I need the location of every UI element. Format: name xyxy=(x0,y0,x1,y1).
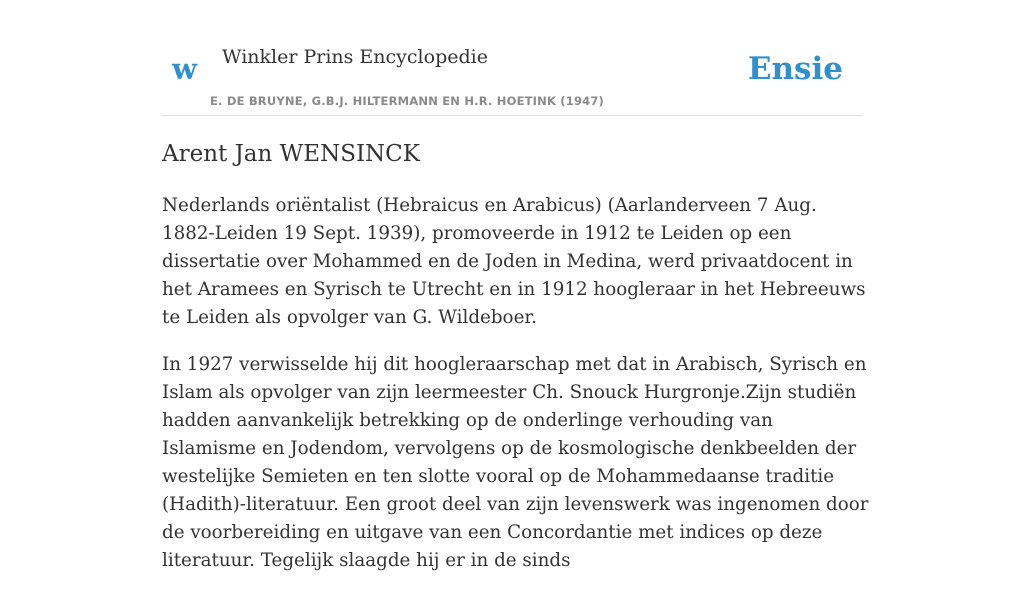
article-paragraph: In 1927 verwisselde hij dit hoogleraarschap met dat in Arabisch, Syrisch en Islam als opvolger van zijn leermeester Ch. Snouck Hurgronje.Zijn studiën hadden aanvankelijk betrekking op de onderlinge verhouding van Islamisme en Jodendom, vervolgens op de kosmologische denkbeelden der westelijke Semieten en ten slotte vooral op de Mohammedaanse traditie (Hadith)-literatuur. Een groot deel van zijn levenswerk was ingenomen door de voorbereiding en uitgave van een Concordantie met indices op deze literatuur. Tegelijk slaagde hij er in de sinds xyxy=(162,354,869,571)
publication-title[interactable]: Winkler Prins Encyclopedie xyxy=(222,46,488,68)
article-title: Arent Jan WENSINCK xyxy=(162,141,420,167)
article-paragraph: Nederlands oriëntalist (Hebraicus en Arabicus) (Aarlanderveen 7 Aug. 1882-Leiden 19 Sept. 1939), promoveerde in 1912 te Leiden op een dissertatie over Mohammed en de Joden in Medina, werd privaatdocent in het Aramees en Syrisch te Utrecht en in 1912 hoogleraar in het Hebreeuws te Leiden als opvolger van G. Wildeboer. xyxy=(162,195,866,328)
ensie-brand-logo[interactable]: Ensie xyxy=(747,51,843,87)
publication-authors: E. DE BRUYNE, G.B.J. HILTERMANN EN H.R. HOETINK (1947) xyxy=(210,94,605,108)
article-body xyxy=(162,192,872,594)
publication-logo-icon[interactable]: w xyxy=(172,52,197,86)
publication-header xyxy=(162,36,862,116)
